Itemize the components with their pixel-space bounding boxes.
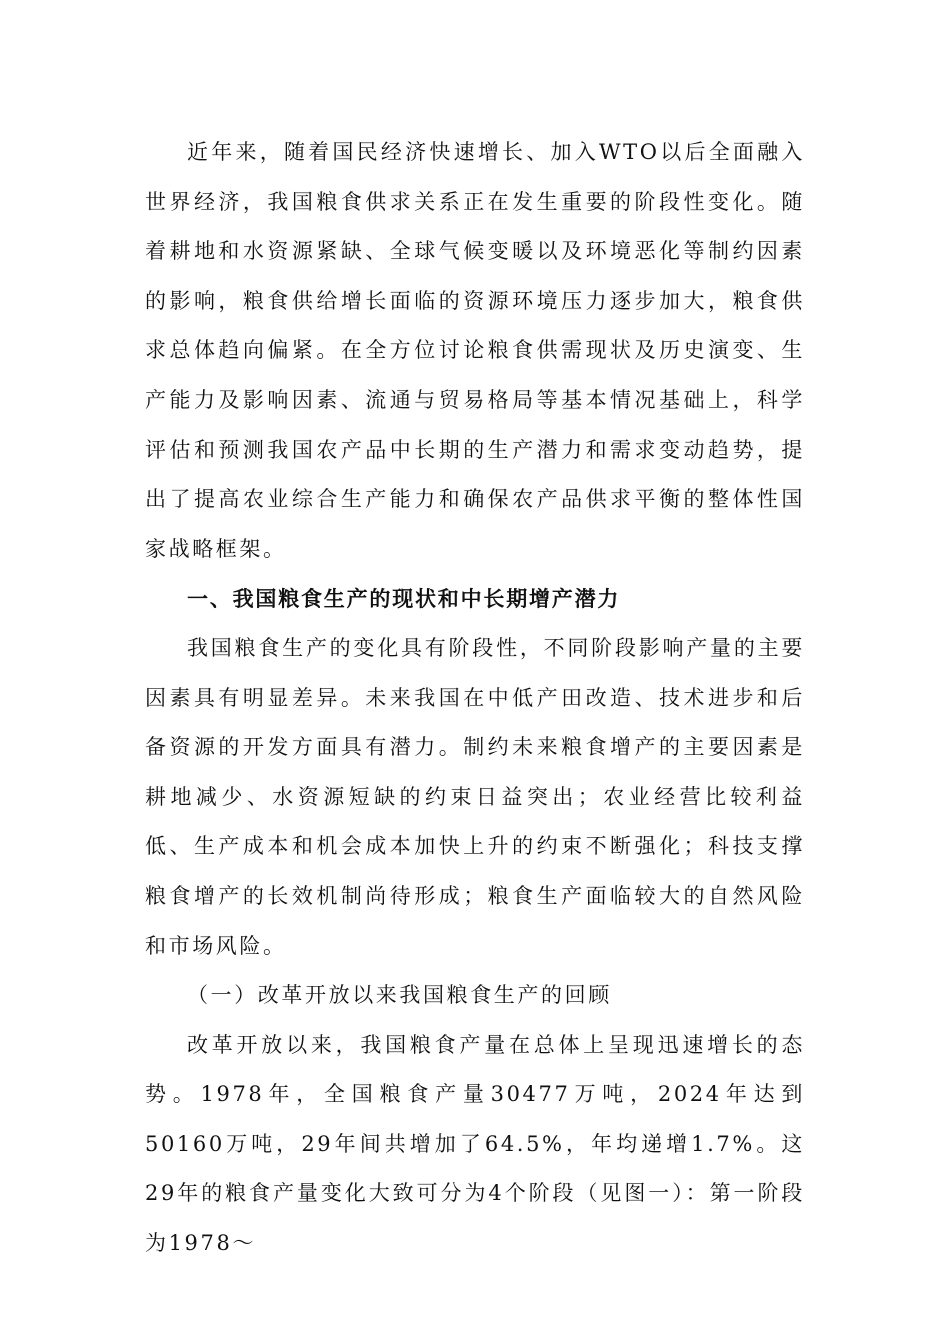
subsection-heading: （一）改革开放以来我国粮食生产的回顾 [187, 983, 612, 1008]
subsection-body-paragraph: 改革开放以来，我国粮食产量在总体上呈现迅速增长的态势。1978年，全国粮食产量30477万吨，2024年达到50160万吨，29年间共增加了64.5%，年均递增1.7%。这29年的粮食产量变化大致可分为4个阶段（见图一）：第一阶段为1978～ [145, 1032, 805, 1256]
intro-paragraph: 近年来，随着国民经济快速增长、加入WTO以后全面融入世界经济，我国粮食供求关系正在发生重要的阶段性变化。随着耕地和水资源紧缺、全球气候变暖以及环境恶化等制约因素的影响，粮食供给增长面临的资源环境压力逐步加大，粮食供求总体趋向偏紧。在全方位讨论粮食供需现状及历史演变、生产能力及影响因素、流通与贸易格局等基本情况基础上，科学评估和预测我国农产品中长期的生产潜力和需求变动趋势，提出了提高农业综合生产能力和确保农产品供求平衡的整体性国家战略框架。 [145, 140, 805, 561]
section-heading: 一、我国粮食生产的现状和中长期增产潜力 [187, 586, 621, 612]
document-page [145, 128, 805, 1269]
section-body-paragraph: 我国粮食生产的变化具有阶段性，不同阶段影响产量的主要因素具有明显差异。未来我国在中低产田改造、技术进步和后备资源的开发方面具有潜力。制约未来粮食增产的主要因素是耕地减少、水资源短缺的约束日益突出；农业经营比较利益低、生产成本和机会成本加快上升的约束不断强化；科技支撑粮食增产的长效机制尚待形成；粮食生产面临较大的自然风险和市场风险。 [145, 635, 805, 958]
